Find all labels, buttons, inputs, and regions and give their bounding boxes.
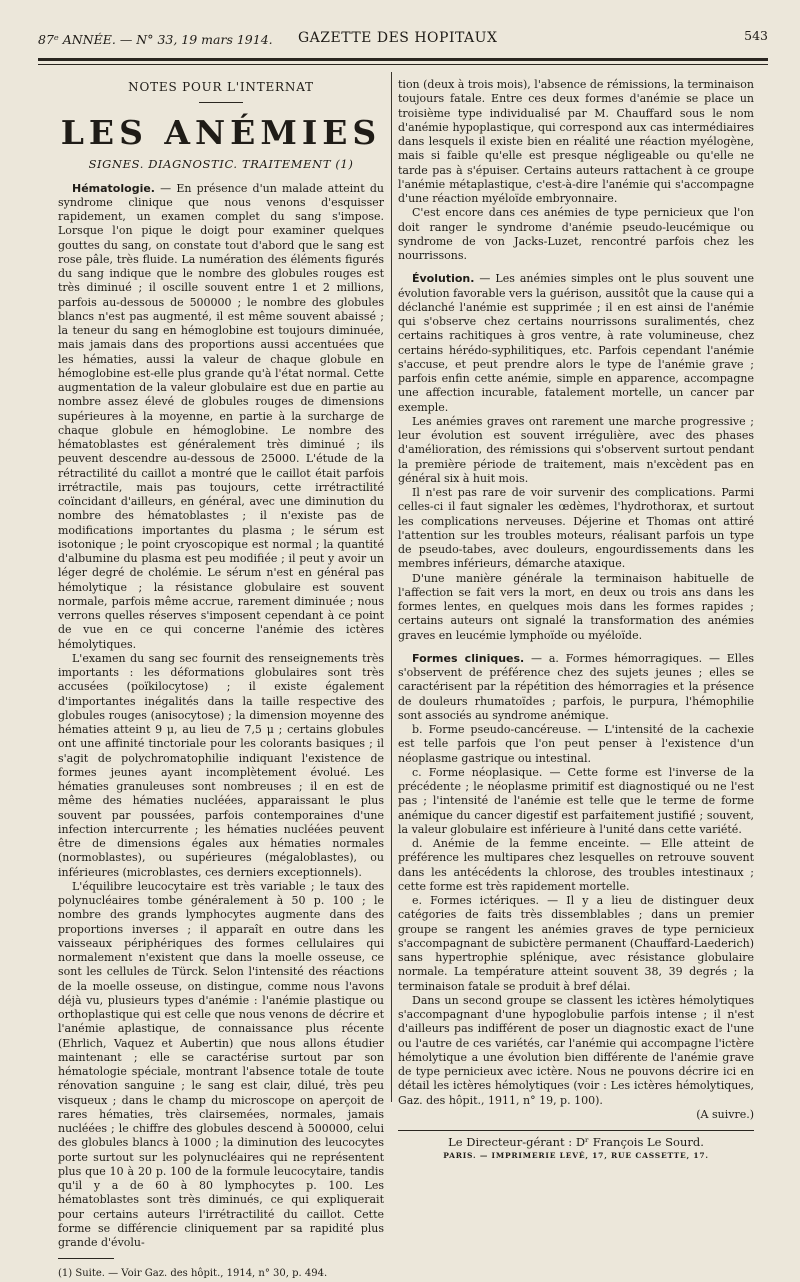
section-lead: Formes cliniques. <box>412 651 525 665</box>
footnote-rule <box>58 1258 114 1259</box>
printer-line: PARIS. — IMPRIMERIE LEVÉ, 17, RUE CASSETTE, 17. <box>443 1151 709 1161</box>
paragraph-text: tion (deux à trois mois), l'absence de rémissions, la terminaison toujours fatale. Entre ces deux formes d'anémie se place un troisième type individualisé par M. Chauffard sous le nom d'anémie hypoplastique, qui correspond aux cas intermédiaires dans lesquels il existe bien en réalité une réaction myélogène, mais si faible qu'elle est presque négligeable ou qu'elle ne tarde pas à s'épuiser. Certains auteurs rattachent à ce groupe l'anémie métaplastique, c'est-à-dire l'anémie qui s'accompagne d'une réaction myéloïde embryonnaire. <box>398 78 754 205</box>
right-column <box>398 78 754 1164</box>
continuation-note: (A suivre.) <box>696 1107 754 1121</box>
column-divider <box>391 72 392 1102</box>
paragraph-text: Les anémies graves ont rarement une marche progressive ; leur évolution est souvent irrégulière, avec des phases d'amélioration, des rémissions qui s'observent surtout pendant la première période de traitement, mais n'excèdent pas en général six à huit mois. <box>398 414 754 485</box>
header-rule-thin <box>38 64 768 65</box>
director-line: Le Directeur-gérant : Dʳ François Le Sourd. <box>448 1135 704 1149</box>
section-heading: NOTES POUR L'INTERNAT <box>128 80 314 94</box>
article-title: LES ANÉMIES <box>60 113 382 153</box>
paragraph <box>398 415 754 486</box>
paragraph-text: D'une manière générale la terminaison habituelle de l'affection se fait vers la mort, en deux ou trois ans dans les formes lentes, en quelques mois dans les formes rapides ; certains auteurs ont signalé la transformation des anémies graves en leucémie lymphoïde ou myéloïde. <box>398 571 754 642</box>
paragraph <box>398 766 754 837</box>
paragraph <box>398 723 754 766</box>
page-number: 543 <box>744 28 768 43</box>
page-header <box>38 30 768 52</box>
paragraph-text: L'équilibre leucocytaire est très variable ; le taux des polynucléaires tombe généralement à 50 p. 100 ; le nombre des grands lymphocytes augmente dans des proportions inverses ; il apparaît en outre dans les vaisseaux périphériques des formes cellulaires qui normalement n'existent que dans la moelle osseuse, ce sont les cellules de Türck. Selon l'intensité des réactions de la moelle osseuse, on distingue, comme nous l'avons déjà vu, plusieurs types d'anémie : l'anémie plastique ou orthoplastique qui est celle que nous venons de décrire et l'anémie aplastique, de connaissance plus récente (Ehrlich, Vaquez et Aubertin) que nous allons étudier maintenant ; elle se caractérise surtout par son hématologie spéciale, montrant l'absence totale de toute rénovation sanguine ; le sang est clair, dilué, très peu visqueux ; dans le champ du microscope on aperçoit de rares hématies, très clairsemées, normales, jamais nucléées ; le chiffre des globules descend à 500000, celui des globules blancs à 1000 ; la diminution des leucocytes porte surtout sur les polynucléaires qui ne représentent plus que 10 à 20 p. 100 de la formule leucocytaire, tandis qu'il y a de 60 à 80 lymphocytes p. 100. Les hématoblastes sont très diminués, ce qui expliquerait pour certains auteurs l'irrétractilité du caillot. Cette forme se différencie cliniquement par sa rapidité plus grande d'évolu- <box>58 879 384 1249</box>
paragraph-text: — Les anémies simples ont le plus souvent une évolution favorable vers la guérison, aussitôt que la cause qui a déclanché l'anémie est supprimée ; il en est ainsi de l'anémie qui s'observe chez certains nourrissons suralimentés, chez certains rachitiques à gros ventre, à rate volumineuse, chez certains hérédo-syphilitiques, etc. Parfois cependant l'anémie s'accuse, et peut prendre alors le type de l'anémie grave ; parfois enfin cette anémie, simple en apparence, accompagne une affection incurable, fatalement mortelle, un cancer par exemple. <box>398 272 754 414</box>
paragraph-text: L'examen du sang sec fournit des renseignements très importants : les déformations globulaires sont très accusées (poïkilocytose) ; il existe également d'importantes inégalités dans la taille respective des globules rouges (anisocytose) ; la dimension moyenne des hématies atteint 9 μ, au lieu de 7,5 μ ; certains globules ont une affinité tinctoriale pour les colorants basiques ; il s'agit de polychromatophilie indiquant l'existence de formes jeunes ayant incomplètement évolué. Les hématies granuleuses sont nombreuses ; il en est de même des hématies nucléées, apparaissant le plus souvent par poussées, parfois contemporaines d'une infection intercurrente ; les hématies nucléées peuvent être de dimensions égales aux hématies normales (normoblastes), ou supérieures (mégaloblastes), ou inférieures (microblastes, ces derniers exceptionnels). <box>58 651 384 879</box>
paragraph <box>398 652 754 723</box>
director-rule <box>398 1130 754 1131</box>
paragraph-text: b. Forme pseudo-cancéreuse. — L'intensité de la cachexie est telle parfois que l'on peut penser à l'existence d'un néoplasme gastrique ou intestinal. <box>398 723 754 765</box>
paragraph-text: c. Forme néoplasique. — Cette forme est l'inverse de la précédente ; le néoplasme primitif est diagnostiqué ou ne l'est pas ; l'intensité de l'anémie est telle que le terme de forme anémique du cancer digestif est parfaitement justifié ; souvent, la valeur globulaire est inférieure à l'unité dans cette variété. <box>398 765 754 836</box>
title-rule <box>199 102 243 103</box>
journal-title: GAZETTE DES HOPITAUX <box>298 30 498 46</box>
paragraph <box>58 880 384 1251</box>
header-rule-thick <box>38 58 768 61</box>
section-lead: Évolution. <box>412 272 475 286</box>
paragraph <box>398 894 754 994</box>
paragraph-text: Dans un second groupe se classent les ictères hémolytiques s'accompagnant d'une hypoglobulie parfois intense ; il n'est d'ailleurs pas indifférent de poser un diagnostic exact de l'une ou l'autre de ces variétés, car l'anémie qui accompagne l'ictère hémolytique a une évolution bien différente de l'anémie grave de type pernicieux avec ictère. Nous ne pouvons décrire ici en détail les ictères hémolytiques (voir : Les ictères hémolytiques, Gaz. des hôpit., 1911, n° 19, p. 100). <box>398 993 754 1107</box>
paragraph-text: — En présence d'un malade atteint du syndrome clinique que nous venons d'esquisser rapidement, un examen complet du sang s'impose. Lorsque l'on pique le doigt pour examiner quelques gouttes du sang, on constate tout d'abord que le sang est rose pâle, très fluide. La numération des éléments figurés du sang indique que le nombre des globules rouges est très diminué ; il oscille souvent entre 1 et 2 millions, parfois au-dessous de 500000 ; le nombre des globules blancs n'est pas augmenté, il est même souvent abaissé ; la teneur du sang en hémoglobine est toujours diminuée, mais jamais dans des proportions aussi accentuées que les hématies, aussi la valeur de chaque globule en hémoglobine est-elle plus grande qu'à l'état normal. Cette augmentation de la valeur globulaire est due en partie au nombre assez élevé de globules rouges de dimensions supérieures à la moyenne, en partie à la surcharge de chaque globule en hémoglobine. Le nombre des hématoblastes est généralement très diminué ; ils peuvent descendre au-dessous de 25000. L'étude de la rétractilité du caillot a montré que le caillot était parfois irrétractile, mais pas toujours, cette irrétractilité coïncidant d'ailleurs, en général, avec une diminution du nombre des hématoblastes ; il n'existe pas de modifications importantes du plasma ; le sérum est isotonique ; le point cryoscopique est normal ; la quantité d'albumine du plasma est peu modifiée ; il peut y avoir un léger degré de cholémie. Le sérum n'est en général pas hémolytique ; la résistance globulaire est souvent normale, parfois même accrue, rarement diminuée ; nous verrons quelles réserves s'imposent cependant à ce point de vue en ce qui concerne l'anémie des ictères hémolytiques. <box>58 181 384 651</box>
paragraph <box>58 652 384 880</box>
paragraph <box>398 78 754 206</box>
paragraph <box>58 182 384 652</box>
paragraph-text: C'est encore dans ces anémies de type pernicieux que l'on doit ranger le syndrome d'anémie pseudo-leucémique ou syndrome de von Jacks-Luzet, rencontré parfois chez les nourrissons. <box>398 206 754 262</box>
paragraph-text: Il n'est pas rare de voir survenir des complications. Parmi celles-ci il faut signaler les œdèmes, l'hydrothorax, et surtout les complications nerveuses. Déjerine et Thomas ont attiré l'attention sur les troubles moteurs, réalisant parfois un type de pseudo-tabes, avec douleurs, engourdissements dans les membres inférieurs, démarche ataxique. <box>398 486 754 571</box>
footnote: (1) Suite. — Voir Gaz. des hôpit., 1914, n° 30, p. 494. <box>58 1268 328 1280</box>
paragraph <box>398 994 754 1108</box>
paragraph <box>398 206 754 263</box>
paragraph <box>398 486 754 572</box>
left-column <box>58 78 384 1282</box>
paragraph-text: e. Formes ictériques. — Il y a lieu de distinguer deux catégories de faits très dissemblables ; dans un premier groupe se rangent les anémies graves de type pernicieux s'accompagnant de subictère permanent (Chauffard-Laederich) sans hypertrophie splénique, avec résistance globulaire normale. La température atteint souvent 38, 39 degrés ; la terminaison fatale se produit à bref délai. <box>398 894 754 993</box>
paragraph <box>398 837 754 894</box>
paragraph <box>398 272 754 415</box>
paragraph-text: d. Anémie de la femme enceinte. — Elle atteint de préférence les multipares chez lesquelles on retrouve souvent dans les antécédents la chlorose, des troubles intestinaux ; cette forme est très rapidement mortelle. <box>398 837 754 893</box>
paragraph-text: — a. Formes hémorragiques. — Elles s'observent de préférence chez des sujets jeunes ; elles se caractérisent par la répétition des hémorragies et la présence de douleurs rhumatoïdes ; parfois, le purpura, l'hémophilie sont associés au syndrome anémique. <box>398 651 755 722</box>
section-lead: Hématologie. <box>72 181 155 195</box>
issue-line: 87ᵉ ANNÉE. — N° 33, 19 mars 1914. <box>38 32 273 47</box>
paragraph <box>398 572 754 643</box>
article-subtitle: SIGNES. DIAGNOSTIC. TRAITEMENT (1) <box>88 157 354 172</box>
